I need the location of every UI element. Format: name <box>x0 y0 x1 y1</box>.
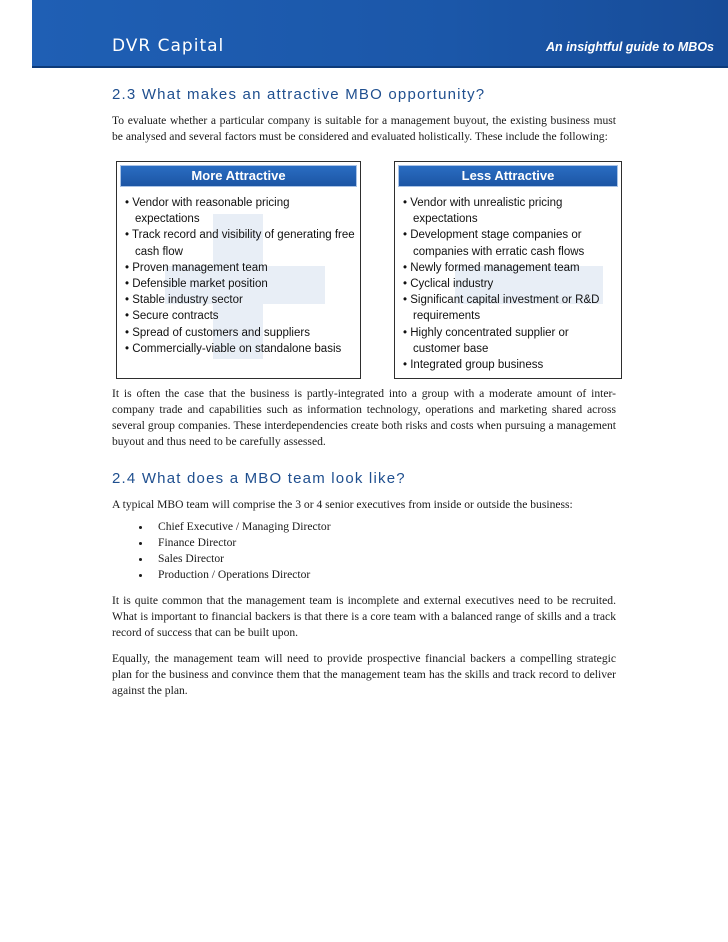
list-item: • Proven management team <box>125 260 356 276</box>
list-item: • Spread of customers and suppliers <box>125 325 356 341</box>
section-2-3-after: It is often the case that the business is partly-integrated into a group with a moderate amount of inter-company trade and capabilities such as information technology, operations and marketing shared across several group companies. These interdependencies create both risks and costs when pursuing a management buyout and thus need to be carefully assessed. <box>112 387 616 448</box>
less-attractive-title: Less Attractive <box>398 165 618 187</box>
section-2-4-para1: It is quite common that the management team is incomplete and external executives need to be recruited. What is important to financial backers is that there is a core team with a balanced range of skills and a track record of success that can be built upon. <box>112 594 616 639</box>
list-item: • Vendor with reasonable pricing expectations <box>125 195 356 227</box>
attractiveness-comparison <box>112 161 616 386</box>
list-item: • Cyclical industry <box>403 276 617 292</box>
list-item: • Defensible market position <box>125 276 356 292</box>
list-item: • Newly formed management team <box>403 260 617 276</box>
header-tagline: An insightful guide to MBOs <box>545 40 714 54</box>
list-item: • Sales Director <box>152 551 616 567</box>
more-attractive-title: More Attractive <box>120 165 357 187</box>
less-attractive-list <box>395 195 621 373</box>
section-2-4-title: 2.4 What does a MBO team look like? <box>112 470 406 487</box>
list-item: • Stable industry sector <box>125 292 356 308</box>
more-attractive-box <box>116 161 361 379</box>
list-item: • Chief Executive / Managing Director <box>152 519 616 535</box>
section-2-3-intro: To evaluate whether a particular company is suitable for a management buyout, the existing business must be analysed and several factors must be considered and evaluated holistically. These include the following: <box>112 114 616 143</box>
page-header <box>32 0 728 68</box>
list-item: • Commercially-viable on standalone basis <box>125 341 356 357</box>
section-2-3-title: 2.3 What makes an attractive MBO opportunity? <box>112 86 486 103</box>
list-item: • Finance Director <box>152 535 616 551</box>
list-item: • Production / Operations Director <box>152 567 616 583</box>
section-2-4-intro: A typical MBO team will comprise the 3 or 4 senior executives from inside or outside the business: <box>112 498 573 511</box>
list-item: • Track record and visibility of generating free cash flow <box>125 227 356 259</box>
less-attractive-box <box>394 161 622 379</box>
more-attractive-list <box>117 195 360 357</box>
list-item: • Highly concentrated supplier or customer base <box>403 325 617 357</box>
list-item: • Development stage companies or companies with erratic cash flows <box>403 227 617 259</box>
list-item: • Significant capital investment or R&D requirements <box>403 292 617 324</box>
team-roles-list <box>112 519 616 583</box>
list-item: • Secure contracts <box>125 308 356 324</box>
page-content <box>112 86 616 699</box>
brand-logo: DVR Capital <box>112 36 225 56</box>
list-item: • Integrated group business <box>403 357 617 373</box>
list-item: • Vendor with unrealistic pricing expectations <box>403 195 617 227</box>
section-2-4-para2: Equally, the management team will need to provide prospective financial backers a compelling strategic plan for the business and convince them that the management team has the skills and track record to deliver against the plan. <box>112 652 616 697</box>
